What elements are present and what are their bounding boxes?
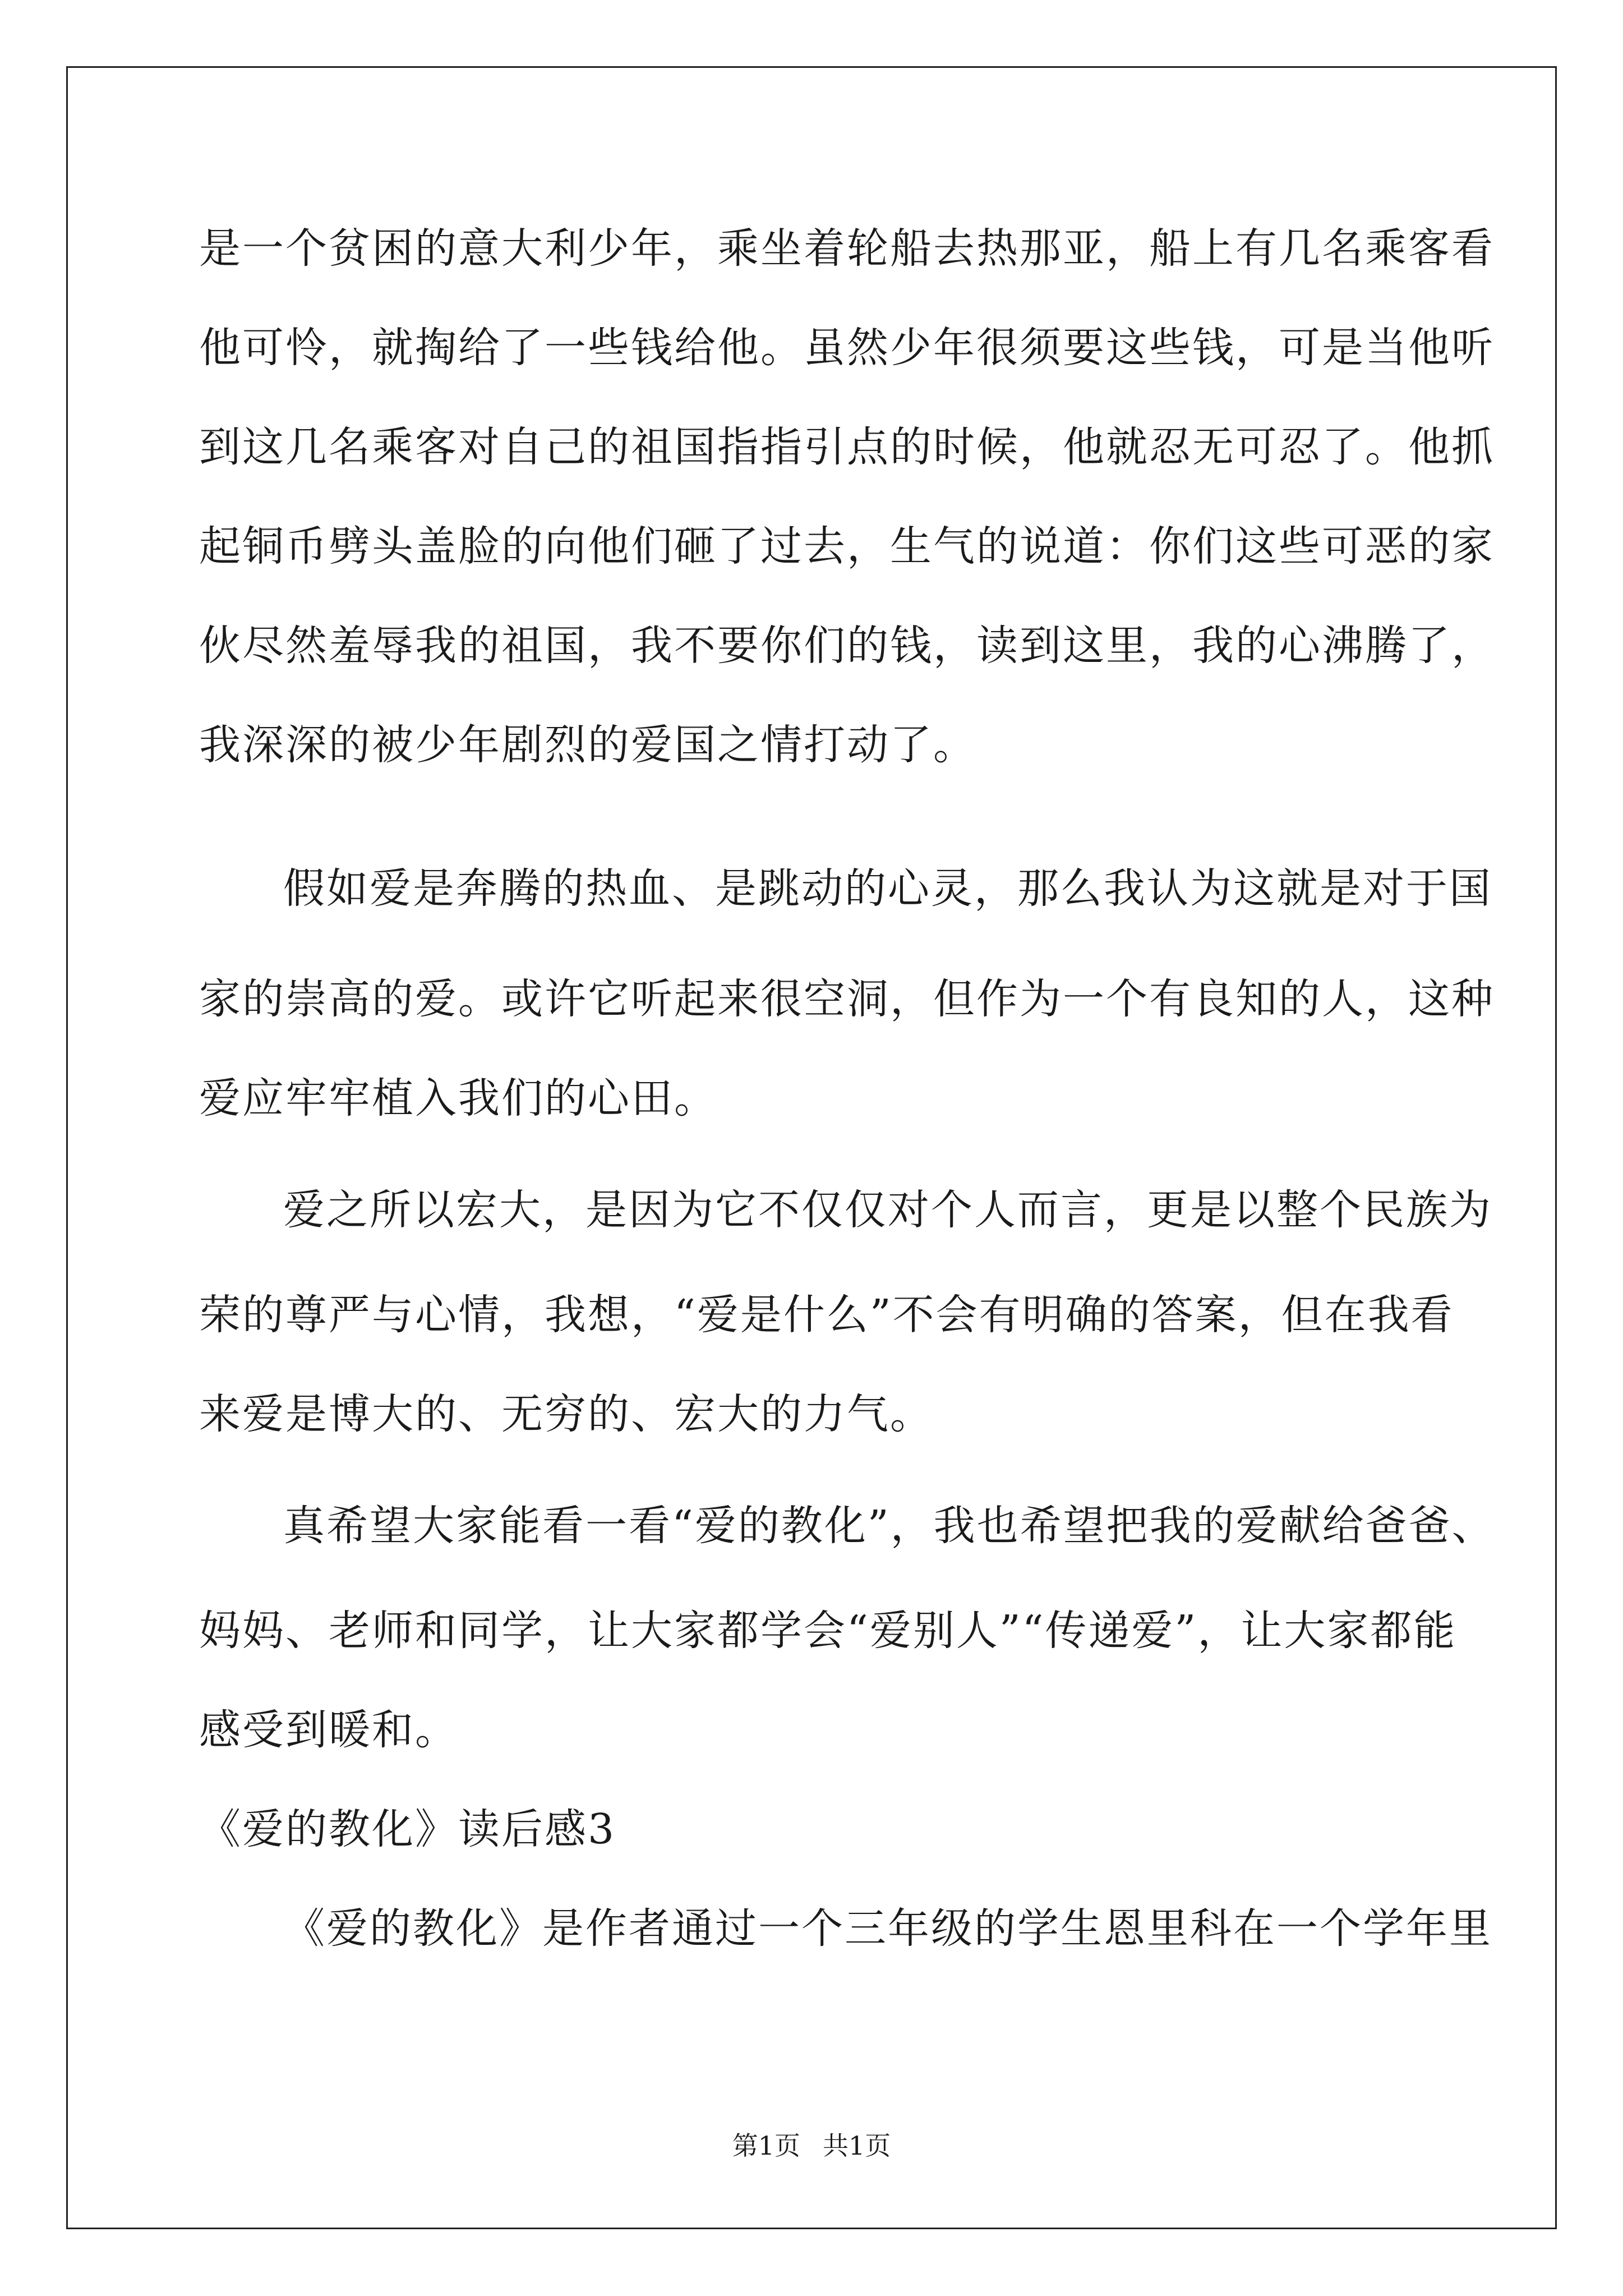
paragraph-1-line-4: 起铜币劈头盖脸的向他们砸了过去，生气的说道：你们这些可恶的家 — [199, 522, 1495, 570]
paragraph-3-line-2: 荣的尊严与心情，我想，“爱是什么”不会有明确的答案，但在我看 — [199, 1291, 1454, 1339]
paragraph-3-line-3: 来爱是博大的、无穷的、宏大的力气。 — [199, 1390, 933, 1438]
paragraph-1-line-2: 他可怜，就掏给了一些钱给他。虽然少年很须要这些钱，可是当他听 — [199, 324, 1495, 372]
paragraph-4-line-1: 真希望大家能看一看“爱的教化”，我也希望把我的爱献给爸爸、 — [283, 1502, 1495, 1550]
paragraph-2-line-1: 假如爱是奔腾的热血、是跳动的心灵，那么我认为这就是对于国 — [283, 864, 1492, 913]
paragraph-2-line-3: 爱应牢牢植入我们的心田。 — [199, 1074, 717, 1122]
paragraph-2-line-2: 家的崇高的爱。或许它听起来很空洞，但作为一个有良知的人，这种 — [199, 975, 1495, 1023]
page-number: 第1页 — [732, 2131, 800, 2161]
page-footer — [0, 2129, 1623, 2162]
paragraph-1-line-5: 伙尽然羞辱我的祖国，我不要你们的钱，读到这里，我的心沸腾了， — [199, 622, 1495, 670]
page-total: 共1页 — [823, 2131, 891, 2161]
paragraph-4-line-3: 感受到暖和。 — [199, 1706, 458, 1754]
paragraph-1-line-3: 到这几名乘客对自己的祖国指指引点的时候，他就忍无可忍了。他抓 — [199, 423, 1495, 471]
paragraph-1-line-6: 我深深的被少年剧烈的爱国之情打动了。 — [199, 721, 976, 769]
paragraph-5-line-1: 《爱的教化》是作者通过一个三年级的学生恩里科在一个学年里 — [283, 1904, 1492, 1953]
paragraph-3-line-1: 爱之所以宏大，是因为它不仅仅对个人而言，更是以整个民族为 — [283, 1186, 1492, 1234]
paragraph-4-line-2: 妈妈、老师和同学，让大家都学会“爱别人”“传递爱”，让大家都能 — [199, 1607, 1457, 1655]
paragraph-1-line-1: 是一个贫困的意大利少年，乘坐着轮船去热那亚，船上有几名乘客看 — [199, 224, 1495, 273]
section-heading: 《爱的教化》读后感3 — [199, 1805, 616, 1853]
